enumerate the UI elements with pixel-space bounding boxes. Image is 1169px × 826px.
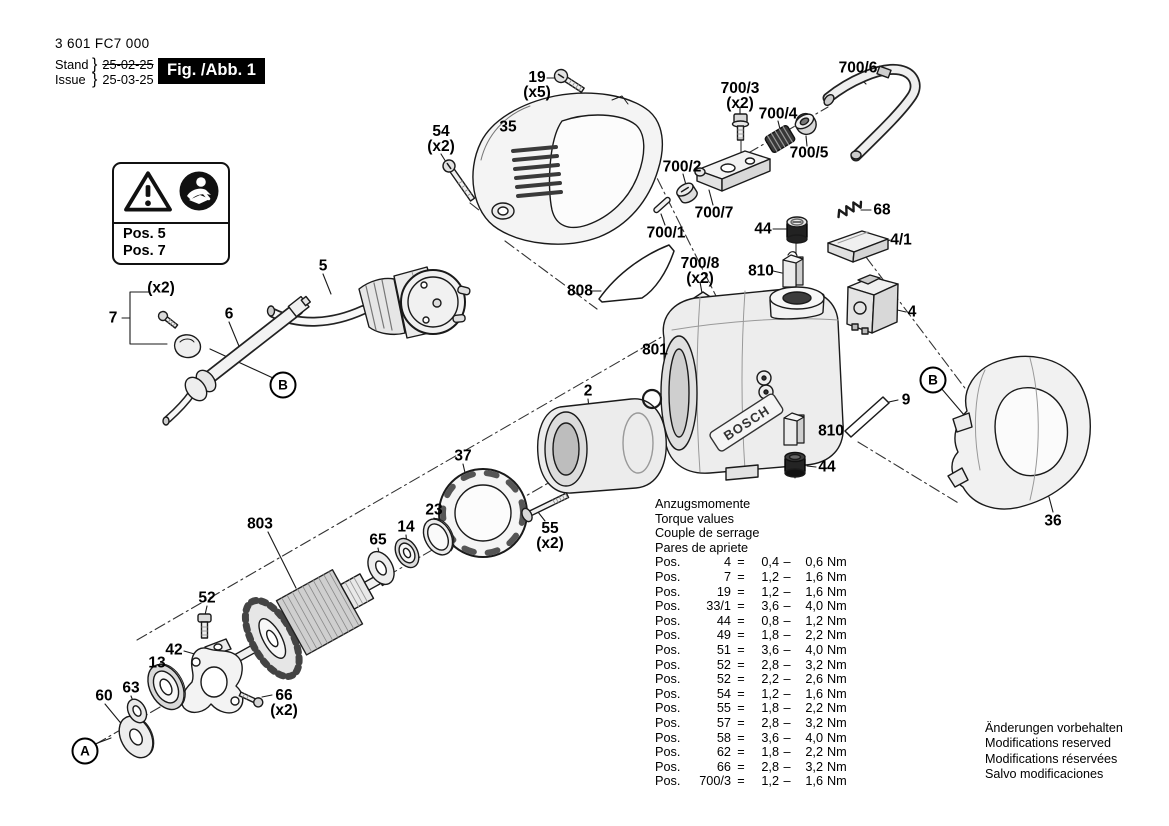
part-label-5: 5 <box>318 257 328 275</box>
part-label-700-2: 700/2 <box>662 158 702 176</box>
stator-field-drawing <box>538 390 667 493</box>
brace-glyph: } <box>92 56 98 73</box>
torque-row-pos-52: Pos. 52 = 2,8 – 3,2 Nm <box>655 657 847 672</box>
part-label-13: 13 <box>148 654 166 672</box>
footer-note: Änderungen vorbehalten <box>985 721 1123 735</box>
part-label-4-1: 4/1 <box>890 231 912 249</box>
part-number: 3 601 FC7 000 <box>55 36 150 51</box>
part-label-68: 68 <box>873 201 891 219</box>
stator-screw-drawing <box>520 489 571 523</box>
switch-drawing <box>847 275 898 334</box>
part-label-4: 4 <box>907 303 917 321</box>
part-label-36: 36 <box>1044 512 1062 530</box>
bearing-bracket-drawing <box>182 639 243 713</box>
torque-row-pos-51: Pos. 51 = 3,6 – 4,0 Nm <box>655 642 847 657</box>
brace-glyph: } <box>92 70 98 88</box>
part-label-63: 63 <box>122 679 140 697</box>
part-label-810-bottom: 810 <box>818 422 844 440</box>
issue-date: 25-03-25 <box>102 71 154 87</box>
read-manual-icon <box>177 169 221 218</box>
warning-triangle-icon <box>122 169 174 218</box>
part-label-801: 801 <box>642 341 668 359</box>
torque-table-heading: Torque values <box>655 511 734 526</box>
part-label-808: 808 <box>567 282 593 300</box>
part-label-6: 6 <box>224 305 234 323</box>
detail-marker-A: A <box>72 738 99 765</box>
spring-drawing <box>836 199 864 219</box>
part-label-60: 60 <box>95 687 113 705</box>
modification-notes <box>985 721 1123 782</box>
torque-row-pos-49: Pos. 49 = 1,8 – 2,2 Nm <box>655 628 847 643</box>
warning-pos-line: Pos. 5 <box>123 226 166 242</box>
torque-row-pos-66: Pos. 66 = 2,8 – 3,2 Nm <box>655 759 847 774</box>
part-label-7-qty: (x2) <box>147 279 175 297</box>
part-label-19: 19 (x5) <box>523 69 551 101</box>
bearing-14-drawing <box>390 534 423 571</box>
cable-sleeve-drawing <box>163 294 312 425</box>
torque-row-pos-33-1: Pos. 33/1 = 3,6 – 4,0 Nm <box>655 599 847 614</box>
torque-row-pos-54: Pos. 54 = 1,2 – 1,6 Nm <box>655 686 847 701</box>
part-label-65: 65 <box>369 531 387 549</box>
part-label-7: 7 <box>108 309 118 327</box>
part-label-2: 2 <box>583 382 593 400</box>
figure-label: Fig. /Abb. 1 <box>158 58 265 84</box>
torque-table-heading: Anzugsmomente <box>655 497 751 511</box>
torque-row-pos-58: Pos. 58 = 3,6 – 4,0 Nm <box>655 730 847 745</box>
part-label-803: 803 <box>247 515 273 533</box>
part-label-700-4: 700/4 <box>758 105 798 123</box>
brush-cap-bottom-drawing <box>785 453 805 478</box>
torque-row-pos-44: Pos. 44 = 0,8 – 1,2 Nm <box>655 613 847 628</box>
brush-cap-top-drawing <box>787 217 807 243</box>
bearing-bracket-screw-drawing <box>198 614 211 638</box>
motor-assembly-drawing <box>661 287 843 480</box>
part-label-35: 35 <box>499 118 517 136</box>
torque-row-pos-55: Pos. 55 = 1,8 – 2,2 Nm <box>655 701 847 716</box>
torque-table <box>655 497 849 789</box>
part-label-23: 23 <box>425 501 443 519</box>
issue-label: Issue <box>55 71 86 87</box>
torque-row-pos-4: Pos. 4 = 0,4 – 0,6 Nm <box>655 555 847 570</box>
long-housing-screw-drawing <box>441 158 478 203</box>
part-label-66: 66 (x2) <box>270 687 298 719</box>
torque-table-heading: Couple de serrage <box>655 526 760 541</box>
switch-cover-drawing <box>828 231 888 262</box>
warning-positions-box <box>112 162 230 265</box>
part-label-14: 14 <box>397 518 415 536</box>
torque-row-pos-7: Pos. 7 = 1,2 – 1,6 Nm <box>655 569 847 584</box>
sticker-808-drawing <box>599 245 674 302</box>
footer-note: Modifications reserved <box>985 736 1111 751</box>
footer-note: Salvo modificaciones <box>985 766 1104 781</box>
warning-pos-line: Pos. 7 <box>123 242 166 259</box>
footer-note: Modifications réservées <box>985 751 1118 766</box>
torque-row-pos-57: Pos. 57 = 2,8 – 3,2 Nm <box>655 715 847 730</box>
part-label-52: 52 <box>198 589 216 607</box>
title-block <box>55 36 154 87</box>
part-label-54: 54 (x2) <box>427 123 455 155</box>
bosch-logo-text: BOSCH <box>720 402 773 444</box>
motor-housing-left-shell-drawing <box>473 93 662 244</box>
revision-block <box>55 58 154 87</box>
carbon-brush-bottom-drawing <box>784 413 804 445</box>
part-label-42: 42 <box>165 641 183 659</box>
superseded-date: 25-02-25 <box>102 57 154 72</box>
motor-housing-right-shell-drawing <box>948 356 1090 509</box>
torque-table-heading: Pares de apriete <box>655 540 749 555</box>
torque-row-pos-700-3: Pos. 700/3 = 1,2 – 1,6 Nm <box>655 774 847 789</box>
torque-row-pos-62: Pos. 62 = 1,8 – 2,2 Nm <box>655 745 847 760</box>
part-label-700-5: 700/5 <box>789 144 829 162</box>
part-label-9: 9 <box>901 391 911 409</box>
part-label-55: 55 (x2) <box>536 520 564 552</box>
part-label-700-8: 700/8 (x2) <box>680 255 720 287</box>
part-label-44-bottom: 44 <box>818 458 836 476</box>
torque-row-pos-19: Pos. 19 = 1,2 – 1,6 Nm <box>655 584 847 599</box>
detail-marker-B: B <box>920 367 947 394</box>
part-label-44-top: 44 <box>754 220 772 238</box>
detail-marker-B: B <box>270 372 297 399</box>
part-label-37: 37 <box>454 447 472 465</box>
part-label-700-7: 700/7 <box>694 204 734 222</box>
part-label-700-1: 700/1 <box>646 224 686 242</box>
sticker-9-drawing <box>845 397 889 437</box>
housing-screw-drawing <box>552 67 586 96</box>
part-label-700-6: 700/6 <box>838 59 878 77</box>
cable-clamp-screw-drawing <box>157 310 201 358</box>
torque-row-pos-52: Pos. 52 = 2,2 – 2,6 Nm <box>655 672 847 687</box>
part-label-700-3: 700/3 (x2) <box>720 80 760 112</box>
part-label-810-top: 810 <box>748 262 774 280</box>
stand-label: Stand <box>55 57 89 72</box>
carbon-brush-top-drawing <box>783 252 803 287</box>
